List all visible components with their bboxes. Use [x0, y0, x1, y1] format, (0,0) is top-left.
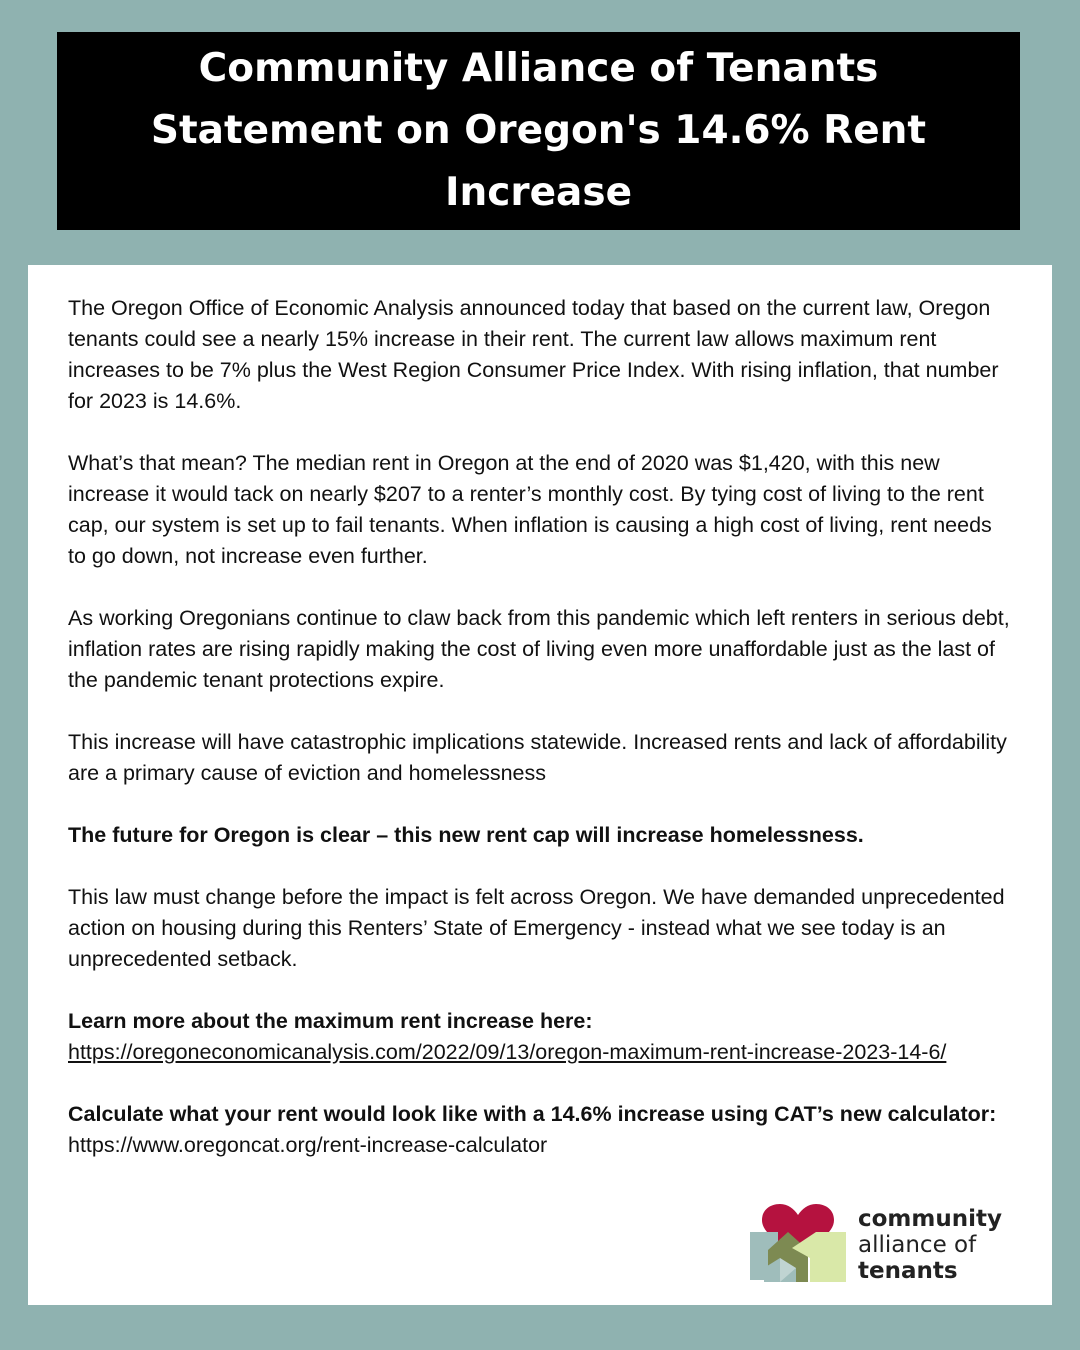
learn-more-block [68, 1006, 1013, 1068]
heart-house-logo-icon [750, 1202, 846, 1288]
statement-card [28, 265, 1052, 1305]
statement-body [68, 293, 1013, 1192]
learn-more-label: Learn more about the maximum rent increase here: [68, 1009, 593, 1033]
learn-more-link[interactable]: https://oregoneconomicanalysis.com/2022/09/13/oregon-maximum-rent-increase-2023-14-6/ [68, 1040, 947, 1064]
title-banner [57, 32, 1020, 230]
paragraph-6: This law must change before the impact is felt across Oregon. We have demanded unprecedented action on housing during this Renters’ State of Emergency - instead what we see today is an unprecedented setback. [68, 885, 1005, 971]
paragraph-4: This increase will have catastrophic implications statewide. Increased rents and lack of affordability are a primary cause of eviction and homelessness [68, 730, 1007, 785]
page-title: Community Alliance of Tenants Statement on Oregon's 14.6% Rent Increase [150, 46, 927, 215]
calculator-block [68, 1099, 1013, 1161]
logo-line-3: tenants [858, 1258, 958, 1284]
paragraph-3: As working Oregonians continue to claw back from this pandemic which left renters in serious debt, inflation rates are rising rapidly making the cost of living even more unaffordable just as the last of the pandemic tenant protections expire. [68, 606, 1010, 692]
cat-logo [750, 1200, 1020, 1290]
paragraph-2: What’s that mean? The median rent in Oregon at the end of 2020 was $1,420, with this new increase it would tack on nearly $207 to a renter’s monthly cost. By tying cost of living to the rent cap, our system is set up to fail tenants. When inflation is causing a high cost of living, rent needs to go down, not increase even further. [68, 451, 992, 568]
calculator-label: Calculate what your rent would look like with a 14.6% increase using CAT’s new calculator: [68, 1102, 997, 1126]
paragraph-5-bold: The future for Oregon is clear – this new rent cap will increase homelessness. [68, 823, 864, 847]
logo-line-1: community [858, 1206, 1002, 1232]
logo-wordmark [858, 1206, 1002, 1284]
logo-line-2: alliance of [858, 1232, 977, 1258]
paragraph-1: The Oregon Office of Economic Analysis announced today that based on the current law, Oregon tenants could see a nearly 15% increase in their rent. The current law allows maximum rent increases to be 7% plus the West Region Consumer Price Index. With rising inflation, that number for 2023 is 14.6%. [68, 296, 999, 413]
calculator-link[interactable]: https://www.oregoncat.org/rent-increase-calculator [68, 1133, 548, 1157]
